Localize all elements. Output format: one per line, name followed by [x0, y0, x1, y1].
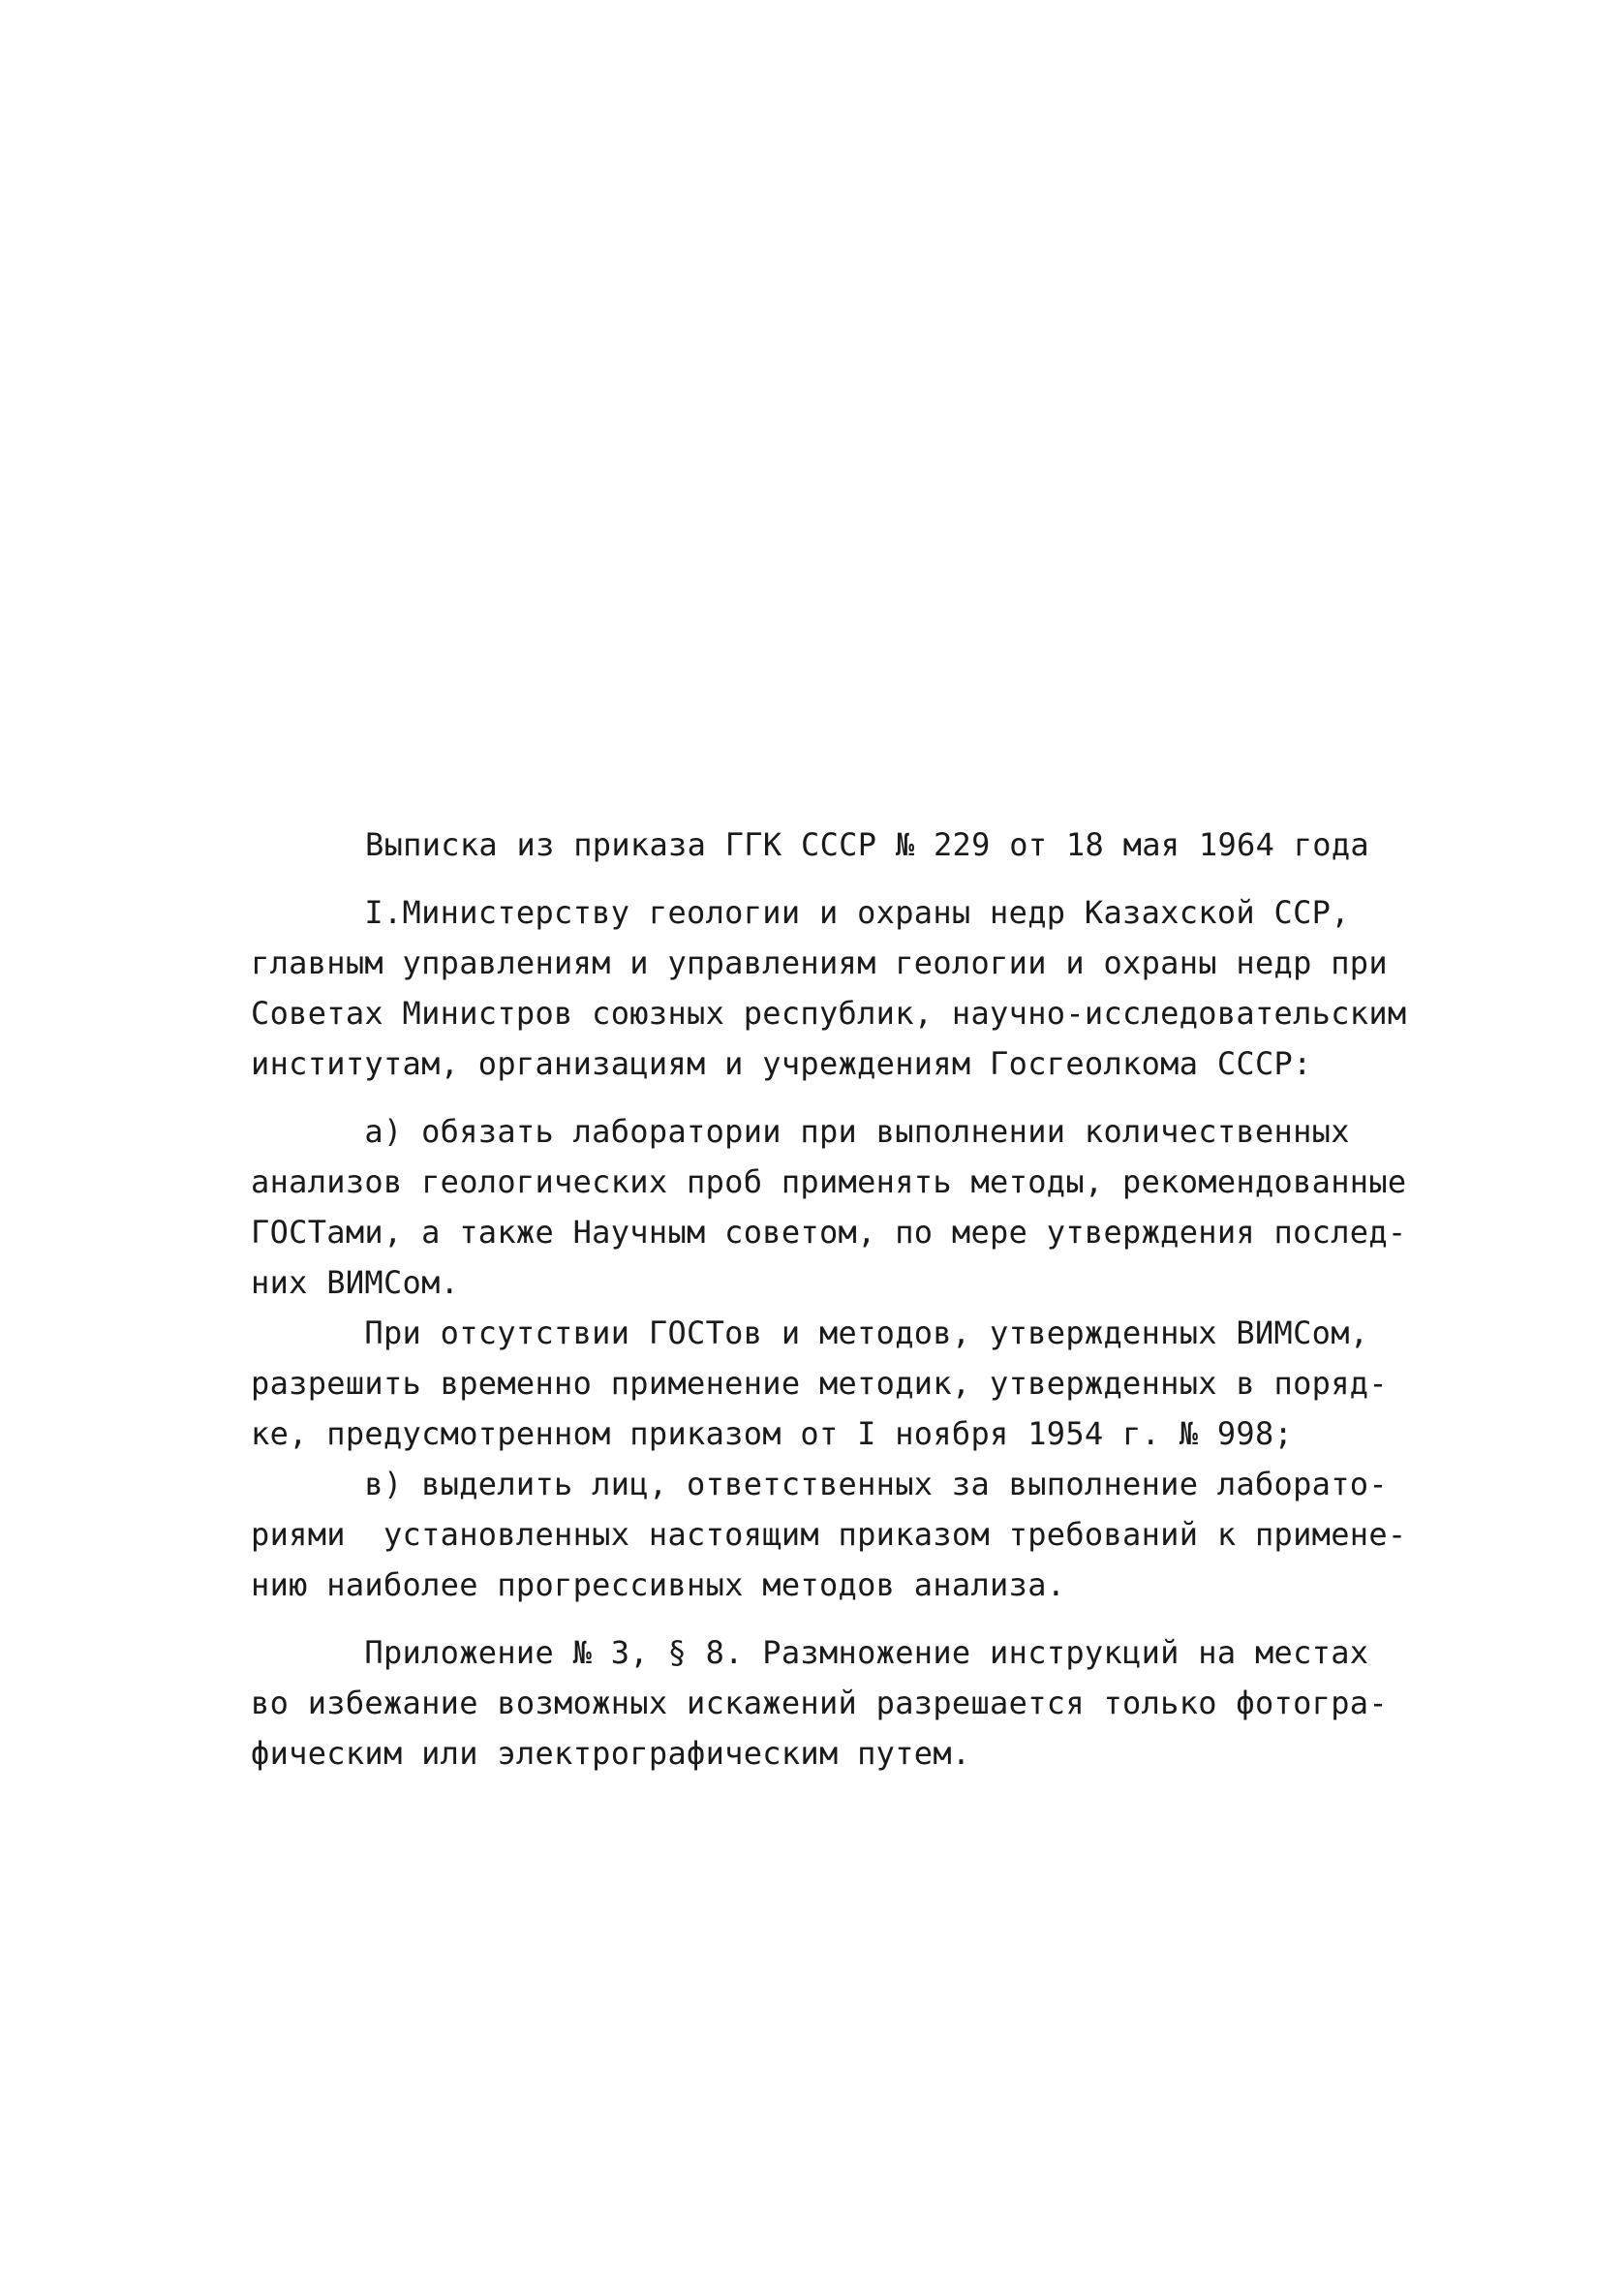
paragraph-line: I.Министерству геологии и охраны недр Казахской ССР,	[251, 894, 1350, 931]
paragraph-line: Приложение № 3, § 8. Размножение инструкций на местах	[251, 1634, 1369, 1671]
paragraph-line: во избежание возможных искажений разрешается только фотогра-	[251, 1685, 1388, 1721]
paragraph-1	[251, 887, 1407, 1089]
paragraph-line: главным управлениям и управлениям геологии и охраны недр при	[251, 944, 1388, 981]
paragraph-line: ГОСТами, а также Научным советом, по мере утверждения послед-	[251, 1214, 1407, 1251]
paragraph-line: При отсутствии ГОСТов и методов, утвержденных ВИМСом,	[251, 1315, 1369, 1351]
paragraph-line: нию наиболее прогрессивных методов анализа.	[251, 1566, 1066, 1603]
paragraph-line: ке, предусмотренном приказом от I ноября 1954 г. № 998;	[251, 1415, 1294, 1452]
order-extract-text	[251, 820, 1407, 1779]
paragraph-line: в) выделить лиц, ответственных за выполнение лаборато-	[251, 1466, 1388, 1502]
paragraph-line: разрешить временно применение методик, утвержденных в поряд-	[251, 1365, 1388, 1402]
spacer	[251, 1089, 1394, 1106]
spacer	[251, 870, 1394, 887]
paragraph-3	[251, 1627, 1394, 1779]
paragraph-2	[251, 1106, 1407, 1610]
paragraph-line: а) обязать лаборатории при выполнении количественных	[251, 1113, 1350, 1150]
paragraph-line: институтам, организациям и учреждениям Госгеолкома СССР:	[251, 1045, 1312, 1082]
paragraph-line: анализов геологических проб применять методы, рекомендованные	[251, 1163, 1407, 1200]
document-heading: Выписка из приказа ГГК СССР № 229 от 18 мая 1964 года	[365, 826, 1369, 863]
paragraph-line: риями установленных настоящим приказом требований к примене-	[251, 1516, 1407, 1553]
spacer	[251, 1610, 1394, 1627]
paragraph-line: фическим или электрографическим путем.	[251, 1735, 971, 1772]
paragraph-line: них ВИМСом.	[251, 1264, 460, 1301]
paragraph-line: Советах Министров союзных республик, научно-исследовательским	[251, 995, 1407, 1032]
